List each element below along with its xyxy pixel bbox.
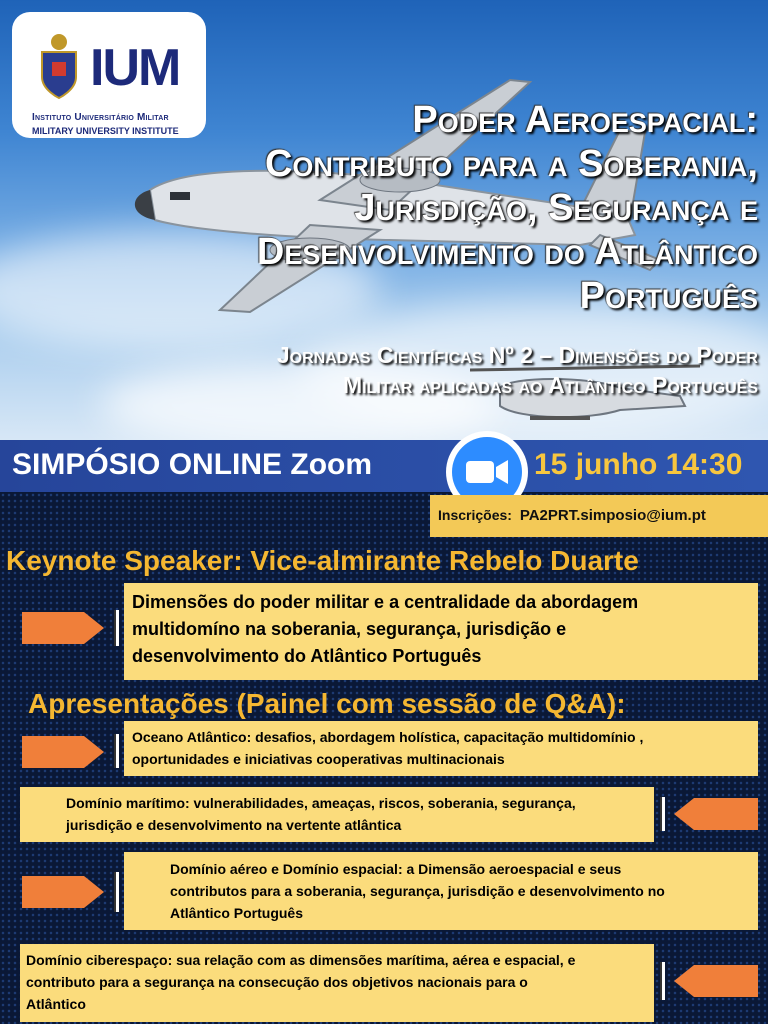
arrow-right-icon: [20, 732, 106, 772]
crest-icon: [34, 32, 84, 102]
item-line: oportunidades e iniciativas cooperativas multinacionais: [132, 751, 505, 767]
item-line: Atlântico Português: [170, 905, 304, 921]
title-line-5: Português: [579, 275, 758, 317]
logo-name-en: MILITARY UNIVERSITY INSTITUTE: [32, 126, 179, 136]
item-line: contributos para a soberania, segurança, jurisdição e desenvolvimento no: [170, 883, 665, 899]
divider-bar: [114, 872, 119, 912]
logo-abbr: IUM: [90, 39, 180, 97]
keynote-line-1: Dimensões do poder militar e a centralidade da abordagem: [132, 592, 639, 612]
item-line: Domínio ciberespaço: sua relação com as dimensões marítima, aérea e espacial, e: [26, 952, 576, 968]
subtitle: [18, 340, 758, 400]
item-line: Oceano Atlântico: desafios, abordagem holística, capacitação multidomínio ,: [132, 729, 644, 745]
title-line-3: Jurisdição, Segurança e: [354, 187, 758, 229]
item-line: jurisdição e desenvolvimento na vertente atlântica: [66, 817, 402, 833]
presentation-item: [20, 944, 654, 1022]
title-line-1: Poder Aeroespacial:: [412, 99, 758, 141]
item-line: Atlântico: [26, 996, 86, 1012]
registration-email[interactable]: PA2PRT.simposio@ium.pt: [519, 507, 706, 524]
presentation-item: [124, 721, 758, 776]
divider-bar: [114, 734, 119, 768]
event-banner: [0, 440, 768, 492]
item-line: Domínio aéreo e Domínio espacial: a Dimensão aeroespacial e seus: [170, 861, 622, 877]
event-name: SIMPÓSIO ONLINE Zoom: [12, 448, 373, 481]
divider-bar: [114, 610, 119, 646]
arrow-left-icon: [670, 961, 760, 1001]
arrow-right-icon: [20, 872, 106, 912]
title-line-4: Desenvolvimento do Atlântico: [256, 231, 758, 273]
item-line: Domínio marítimo: vulnerabilidades, ameaças, riscos, soberania, segurança,: [66, 795, 576, 811]
keynote-line-3: desenvolvimento do Atlântico Português: [132, 646, 482, 666]
keynote-box: [124, 583, 758, 680]
main-title: [38, 98, 758, 318]
keynote-heading: Keynote Speaker: Vice-almirante Rebelo Duarte: [6, 545, 639, 576]
divider-bar: [660, 962, 665, 1000]
subtitle-line-2: Militar aplicadas ao Atlântico Português: [342, 372, 758, 398]
presentation-item: [20, 787, 654, 842]
divider-bar: [660, 797, 665, 831]
keynote-line-2: multidomíno na soberania, segurança, jurisdição e: [132, 619, 567, 639]
logo-name-pt: Instituto Universitário Militar: [32, 112, 169, 123]
arrow-left-icon: [670, 794, 760, 834]
registration-label: Inscrições:: [438, 507, 512, 523]
event-datetime: 15 junho 14:30: [534, 448, 743, 481]
arrow-right-icon: [20, 608, 106, 648]
title-line-2: Contributo para a Soberania,: [264, 143, 758, 185]
item-line: contributo para a segurança na consecução dos objetivos nacionais para o: [26, 974, 528, 990]
registration-box: [430, 495, 768, 537]
presentations-heading: Apresentações (Painel com sessão de Q&A):: [28, 688, 626, 719]
subtitle-line-1: Jornadas Científicas Nº 2 – Dimensões do Poder: [276, 342, 758, 368]
presentation-item: [124, 852, 758, 930]
